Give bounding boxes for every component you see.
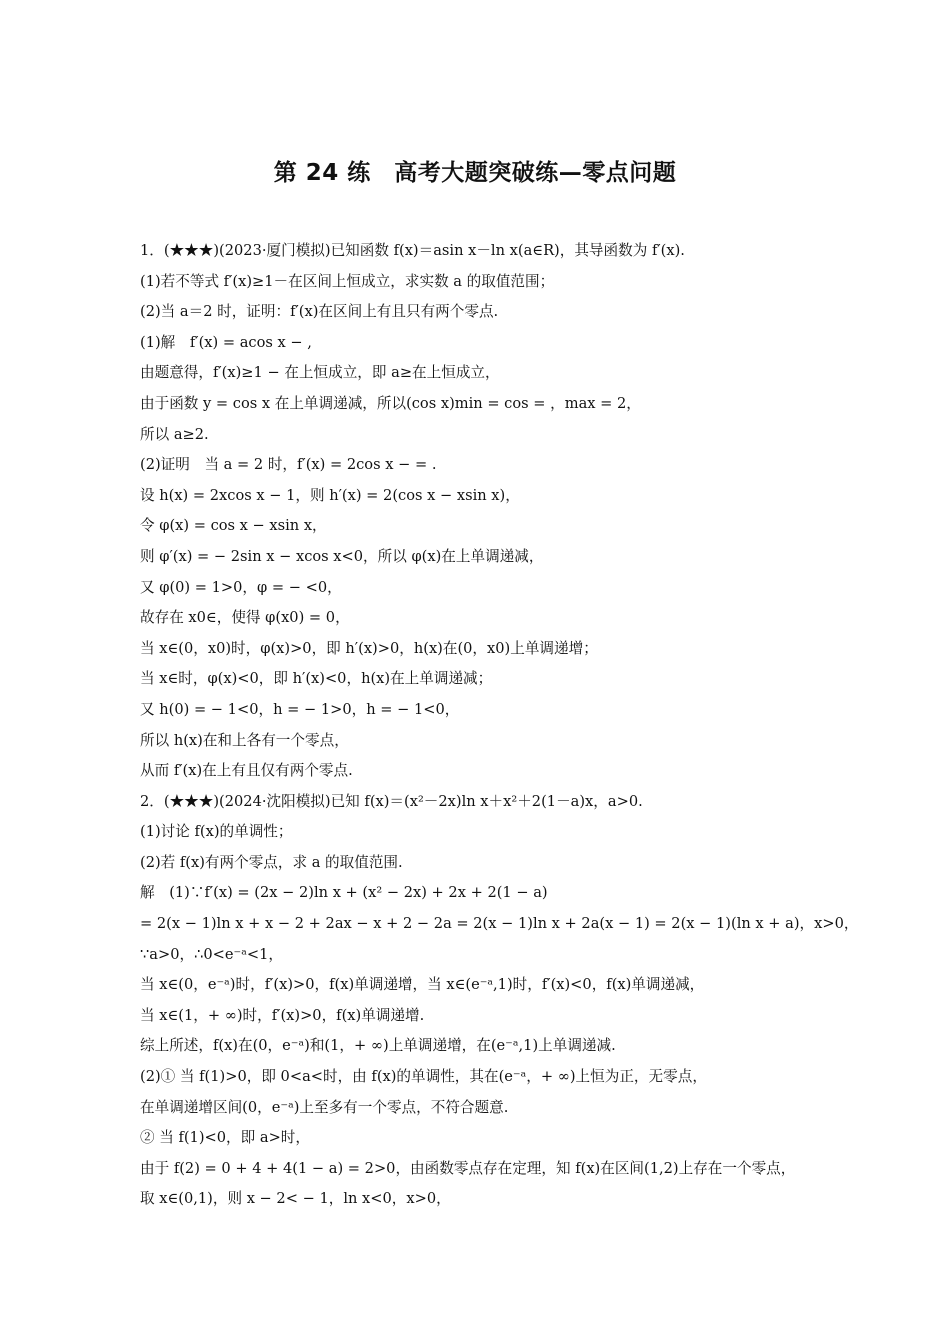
text-line: 从而 f′(x)在上有且仅有两个零点.	[140, 762, 353, 780]
text-line: 设 h(x) = 2xcos x − 1，则 h′(x) = 2(cos x − xsin x)，	[140, 486, 520, 504]
text-line: = 2(x − 1)ln x + x − 2 + 2ax − x + 2 − 2a = 2(x − 1)ln x + 2a(x − 1) = 2(x − 1)(ln x + a)，x>0，	[140, 915, 859, 933]
text-line: 解 (1)∵f′(x) = (2x − 2)ln x + (x² − 2x) + 2x + 2(1 − a)	[140, 884, 548, 902]
text-line: 综上所述，f(x)在(0，e⁻ᵃ)和(1，+ ∞)上单调递增，在(e⁻ᵃ,1)上单调递减.	[140, 1037, 616, 1055]
text-line: (2)若 f(x)有两个零点，求 a 的取值范围.	[140, 853, 403, 871]
text-line: 故存在 x0∈，使得 φ(x0) = 0，	[140, 609, 350, 627]
text-line: 所以 a≥2.	[140, 425, 209, 443]
text-line: (2)① 当 f(1)>0，即 0<a<时，由 f(x)的单调性，其在(e⁻ᵃ，+ ∞)上恒为正，无零点，	[140, 1068, 707, 1086]
text-line: 由于函数 y = cos x 在上单调递减，所以(cos x)min = cos = ，max = 2，	[140, 394, 641, 412]
text-line: (1)解 f′(x) = acos x − ,	[140, 333, 312, 351]
page-title: 第 24 练 高考大题突破练—零点问题	[273, 160, 677, 186]
text-line: 取 x∈(0,1)，则 x − 2< − 1，ln x<0，x>0，	[140, 1190, 451, 1208]
text-line: 在单调递增区间(0，e⁻ᵃ)上至多有一个零点，不符合题意.	[140, 1098, 509, 1116]
text-line: 当 x∈时，φ(x)<0，即 h′(x)<0，h(x)在上单调递减；	[140, 670, 493, 688]
text-line: 令 φ(x) = cos x − xsin x，	[140, 517, 327, 535]
text-line: (1)若不等式 f′(x)≥1－在区间上恒成立，求实数 a 的取值范围；	[140, 272, 555, 290]
text-line: ② 当 f(1)<0，即 a>时，	[140, 1129, 310, 1147]
text-line: 则 φ′(x) = − 2sin x − xcos x<0，所以 φ(x)在上单调递减，	[140, 547, 544, 565]
text-line: 1．(★★★)(2023·厦门模拟)已知函数 f(x)＝asin x－ln x(a∈R)，其导函数为 f′(x).	[140, 242, 685, 259]
text-line: 由题意得，f′(x)≥1 − 在上恒成立，即 a≥在上恒成立，	[140, 364, 500, 382]
text-line: 又 h(0) = − 1<0，h = − 1>0，h = − 1<0，	[140, 700, 460, 718]
text-line: 当 x∈(0，e⁻ᵃ)时，f′(x)>0，f(x)单调递增，当 x∈(e⁻ᵃ,1)时，f′(x)<0，f(x)单调递减，	[140, 976, 705, 994]
text-line: (2)证明 当 a = 2 时，f′(x) = 2cos x − = .	[140, 456, 437, 474]
text-line: 当 x∈(0，x0)时，φ(x)>0，即 h′(x)>0，h(x)在(0，x0)上单调递增；	[140, 639, 598, 657]
body-text	[140, 236, 859, 1215]
text-line: 当 x∈(1，+ ∞)时，f′(x)>0，f(x)单调递增.	[140, 1006, 425, 1024]
text-line: (2)当 a＝2 时，证明：f′(x)在区间上有且只有两个零点.	[140, 303, 499, 321]
text-line: (1)讨论 f(x)的单调性；	[140, 823, 293, 841]
text-line: 所以 h(x)在和上各有一个零点，	[140, 731, 349, 749]
text-line: 2．(★★★)(2024·沈阳模拟)已知 f(x)＝(x²－2x)ln x＋x²＋2(1－a)x，a>0.	[140, 792, 643, 810]
text-line: 又 φ(0) = 1>0，φ = − <0，	[140, 578, 342, 596]
text-line: ∵a>0，∴0<e⁻ᵃ<1，	[140, 945, 283, 963]
text-line: 由于 f(2) = 0 + 4 + 4(1 − a) = 2>0，由函数零点存在定理，知 f(x)在区间(1,2)上存在一个零点，	[140, 1159, 796, 1177]
